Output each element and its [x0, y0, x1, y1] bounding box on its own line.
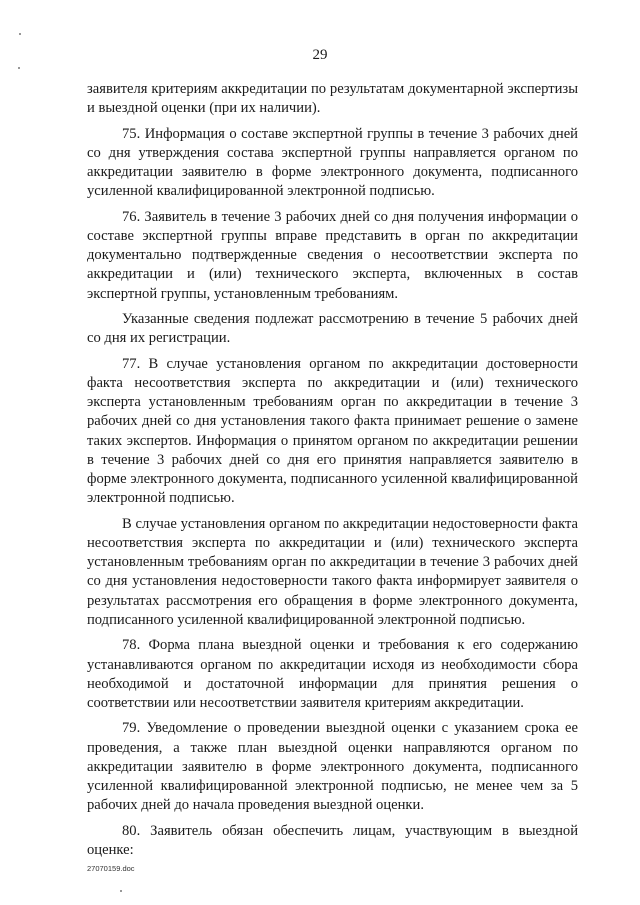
scan-speck	[19, 33, 21, 35]
footer-file-code: 27070159.doc	[87, 864, 135, 873]
paragraph-78: 78. Форма плана выездной оценки и требования к его содержанию устанавливаются органом по аккредитации исходя из необходимости сбора необходимой и достаточной информации для принятия решения о соответствии или несоответствии заявителя критериям аккредитации.	[87, 637, 578, 712]
paragraph-76-note: Указанные сведения подлежат рассмотрению в течение 5 рабочих дней со дня их регистрации.	[87, 311, 578, 347]
page-number: 29	[312, 47, 328, 63]
paragraph-77: 77. В случае установления органом по аккредитации достоверности факта несоответствия эксперта по аккредитации и (или) технического эксперта установленным требованиям орган по аккредитации в течение 3 рабочих дней со дня установления такого факта принимает решение о замене таких экспертов. Информация о принятом органом по аккредитации решении в течение 3 рабочих дней со дня его принятия направляется заявителю в форме электронного документа, подписанного усиленной квалифицированной электронной подписью.	[87, 355, 578, 507]
paragraph-80: 80. Заявитель обязан обеспечить лицам, участвующим в выездной оценке:	[87, 822, 578, 858]
document-body	[87, 80, 578, 860]
scan-speck	[18, 67, 20, 69]
paragraph-75: 75. Информация о составе экспертной группы в течение 3 рабочих дней со дня утверждения состава экспертной группы направляется органом по аккредитации заявителю в форме электронного документа, подписанного усиленной квалифицированной электронной подписью.	[87, 125, 578, 200]
paragraph-79: 79. Уведомление о проведении выездной оценки с указанием срока ее проведения, а также план выездной оценки направляются органом по аккредитации заявителю в форме электронного документа, подписанного усиленной квалифицированной электронной подписью, не менее чем за 5 рабочих дней до начала проведения выездной оценки.	[87, 720, 578, 814]
paragraph-76: 76. Заявитель в течение 3 рабочих дней со дня получения информации о составе экспертной группы вправе представить в орган по аккредитации документально подтвержденные сведения о несоответствии эксперта по аккредитации и (или) технического эксперта, включенных в состав экспертной группы, установленным требованиям.	[87, 208, 578, 302]
paragraph-continuation: заявителя критериям аккредитации по результатам документарной экспертизы и выездной оценки (при их наличии).	[87, 81, 578, 117]
paragraph-77-second: В случае установления органом по аккредитации недостоверности факта несоответствия эксперта по аккредитации и (или) технического эксперта установленным требованиям орган по аккредитации в течение 3 рабочих дней со дня установления недостоверности такого факта информирует заявителя о результатах рассмотрения его обращения в форме электронного документа, подписанного усиленной квалифицированной электронной подписью.	[87, 515, 578, 628]
scan-speck	[120, 890, 122, 892]
